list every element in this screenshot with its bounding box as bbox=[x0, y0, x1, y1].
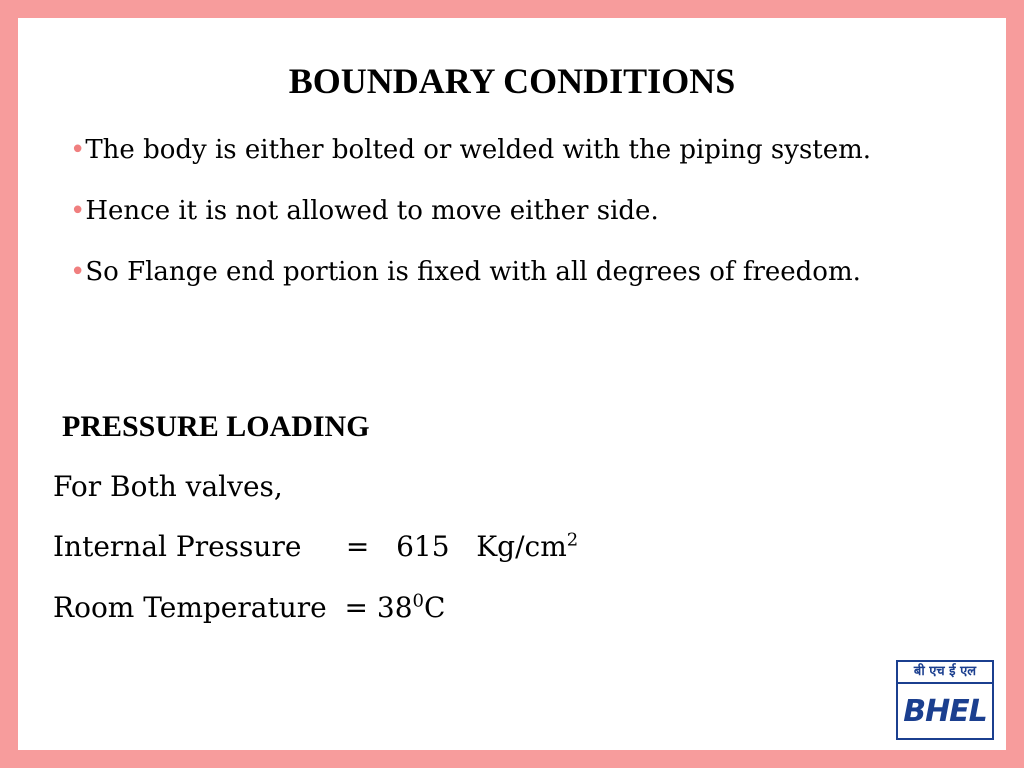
internal-pressure-equals: = bbox=[345, 530, 370, 563]
room-temperature-line bbox=[53, 591, 445, 624]
room-temperature-value: 38 bbox=[376, 591, 413, 624]
room-temperature-equals: = bbox=[344, 591, 368, 624]
internal-pressure-value: 615 bbox=[396, 530, 450, 563]
bhel-logo-mark: BHEL bbox=[903, 694, 987, 729]
pressure-loading-heading: PRESSURE LOADING bbox=[62, 410, 370, 443]
bhel-logo bbox=[896, 660, 994, 740]
bullet-icon: • bbox=[70, 135, 86, 165]
bullet-text: So Flange end portion is fixed with all degrees of freedom. bbox=[85, 257, 861, 287]
room-temperature-degree-sup: 0 bbox=[412, 590, 424, 612]
internal-pressure-line bbox=[53, 530, 578, 563]
room-temperature-label: Room Temperature bbox=[53, 591, 327, 624]
intro-line: For Both valves, bbox=[53, 470, 283, 503]
bullet-text: The body is either bolted or welded with the piping system. bbox=[85, 135, 872, 165]
bullet-icon: • bbox=[70, 196, 86, 226]
bullet-list bbox=[70, 130, 938, 313]
slide bbox=[18, 18, 1006, 750]
internal-pressure-label: Internal Pressure bbox=[53, 530, 302, 563]
bullet-item bbox=[70, 252, 938, 293]
bullet-item bbox=[70, 191, 938, 232]
bullet-icon: • bbox=[70, 257, 86, 287]
room-temperature-unit: C bbox=[423, 591, 446, 624]
bhel-logo-hindi: बी एच ई एल bbox=[898, 662, 992, 684]
internal-pressure-unit: Kg/cm bbox=[476, 530, 567, 563]
slide-title: BOUNDARY CONDITIONS bbox=[288, 61, 736, 101]
bullet-item bbox=[70, 130, 938, 171]
internal-pressure-unit-sup: 2 bbox=[566, 529, 579, 551]
bullet-text: Hence it is not allowed to move either side. bbox=[85, 196, 659, 226]
